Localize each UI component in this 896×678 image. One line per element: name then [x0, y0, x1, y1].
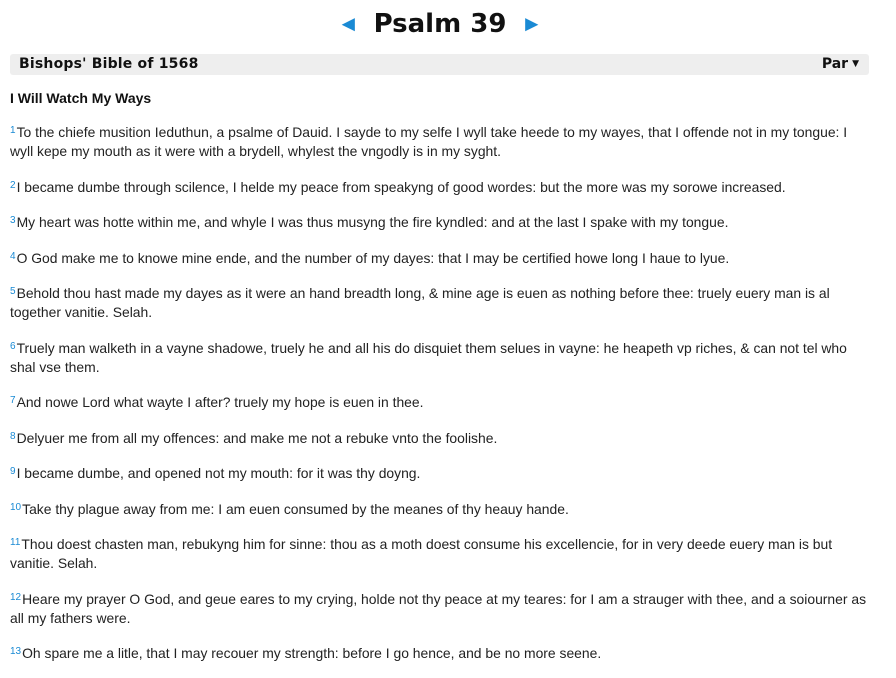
verse	[10, 462, 872, 483]
verse-number[interactable]: 5	[10, 286, 16, 297]
verse	[10, 588, 872, 628]
verse	[10, 391, 872, 412]
verse	[10, 211, 872, 232]
verse	[10, 498, 872, 519]
verse-text: O God make me to knowe mine ende, and the number of my dayes: that I may be certified howe long I haue to lyue.	[16, 249, 730, 266]
verse-text: Truely man walketh in a vayne shadowe, truely he and all his do disquiet them selues in vayne: he heapeth vp riches, & can not tel who shal vse them.	[10, 339, 847, 375]
verse-text: Heare my prayer O God, and geue eares to my crying, holde not thy peace at my teares: for I am a strauger with thee, and a soiourner as all my fathers were.	[10, 590, 867, 626]
verse-number[interactable]: 10	[10, 501, 22, 513]
verse-number[interactable]: 1	[10, 125, 16, 136]
verse	[10, 247, 872, 268]
verse	[10, 282, 872, 322]
verse-number[interactable]: 9	[10, 466, 16, 477]
version-bar	[10, 54, 869, 75]
bible-version-name[interactable]: Bishops' Bible of 1568	[19, 56, 199, 72]
previous-chapter-arrow-icon[interactable]: ◄	[337, 11, 360, 36]
parallel-dropdown-button[interactable]	[822, 54, 859, 75]
verse	[10, 121, 872, 161]
verse-number[interactable]: 6	[10, 340, 16, 352]
section-heading: I Will Watch My Ways	[10, 90, 152, 106]
verse-number[interactable]: 4	[10, 250, 16, 262]
verse-number[interactable]: 2	[10, 179, 16, 191]
verse	[10, 642, 872, 663]
verse-text: Behold thou hast made my dayes as it were an hand breadth long, & mine age is euen as nothing before thee: truely euery man is al together vanitie. Selah.	[10, 285, 830, 320]
verse-number[interactable]: 12	[10, 591, 22, 603]
verse-number[interactable]: 13	[10, 646, 22, 657]
verse-text: My heart was hotte within me, and whyle I was thus musyng the fire kyndled: and at the last I spake with my tongue.	[16, 214, 729, 230]
caret-down-icon: ▼	[852, 59, 859, 69]
verse-number[interactable]: 7	[10, 395, 16, 406]
verse-list	[10, 121, 872, 678]
verse-text: Take thy plague away from me: I am euen consumed by the meanes of thy heauy hande.	[22, 500, 569, 517]
verse-number[interactable]: 3	[10, 215, 16, 226]
parallel-dropdown-label: Par	[821, 56, 849, 72]
verse-text: Thou doest chasten man, rebukyng him for sinne: thou as a moth doest consume his excellencie, for in very deede euery man is but vanitie. Selah.	[10, 536, 833, 571]
verse-number[interactable]: 11	[10, 537, 21, 548]
chapter-title: Psalm 39	[373, 9, 507, 39]
verse	[10, 427, 872, 448]
verse-number[interactable]: 8	[10, 430, 16, 442]
verse	[10, 176, 872, 197]
verse-text: Delyuer me from all my offences: and make me not a rebuke vnto the foolishe.	[16, 429, 498, 446]
verse-text: I became dumbe through scilence, I helde my peace from speakyng of good wordes: but the more was my sorowe increased.	[16, 178, 786, 195]
verse	[10, 337, 872, 377]
chapter-nav	[0, 6, 880, 42]
next-chapter-arrow-icon[interactable]: ►	[520, 11, 543, 36]
verse-text: Oh spare me a litle, that I may recouer my strength: before I go hence, and be no more seene.	[22, 645, 602, 661]
verse-text: To the chiefe musition Ieduthun, a psalme of Dauid. I sayde to my selfe I wyll take heede to my wayes, that I offende not in my tongue: I wyll kepe my mouth as it were with a brydell, whylest the vngodly is in my syght.	[10, 124, 848, 159]
verse-text: I became dumbe, and opened not my mouth: for it was thy doyng.	[16, 465, 421, 481]
verse	[10, 533, 872, 573]
verse-text: And nowe Lord what wayte I after? truely my hope is euen in thee.	[16, 394, 424, 410]
